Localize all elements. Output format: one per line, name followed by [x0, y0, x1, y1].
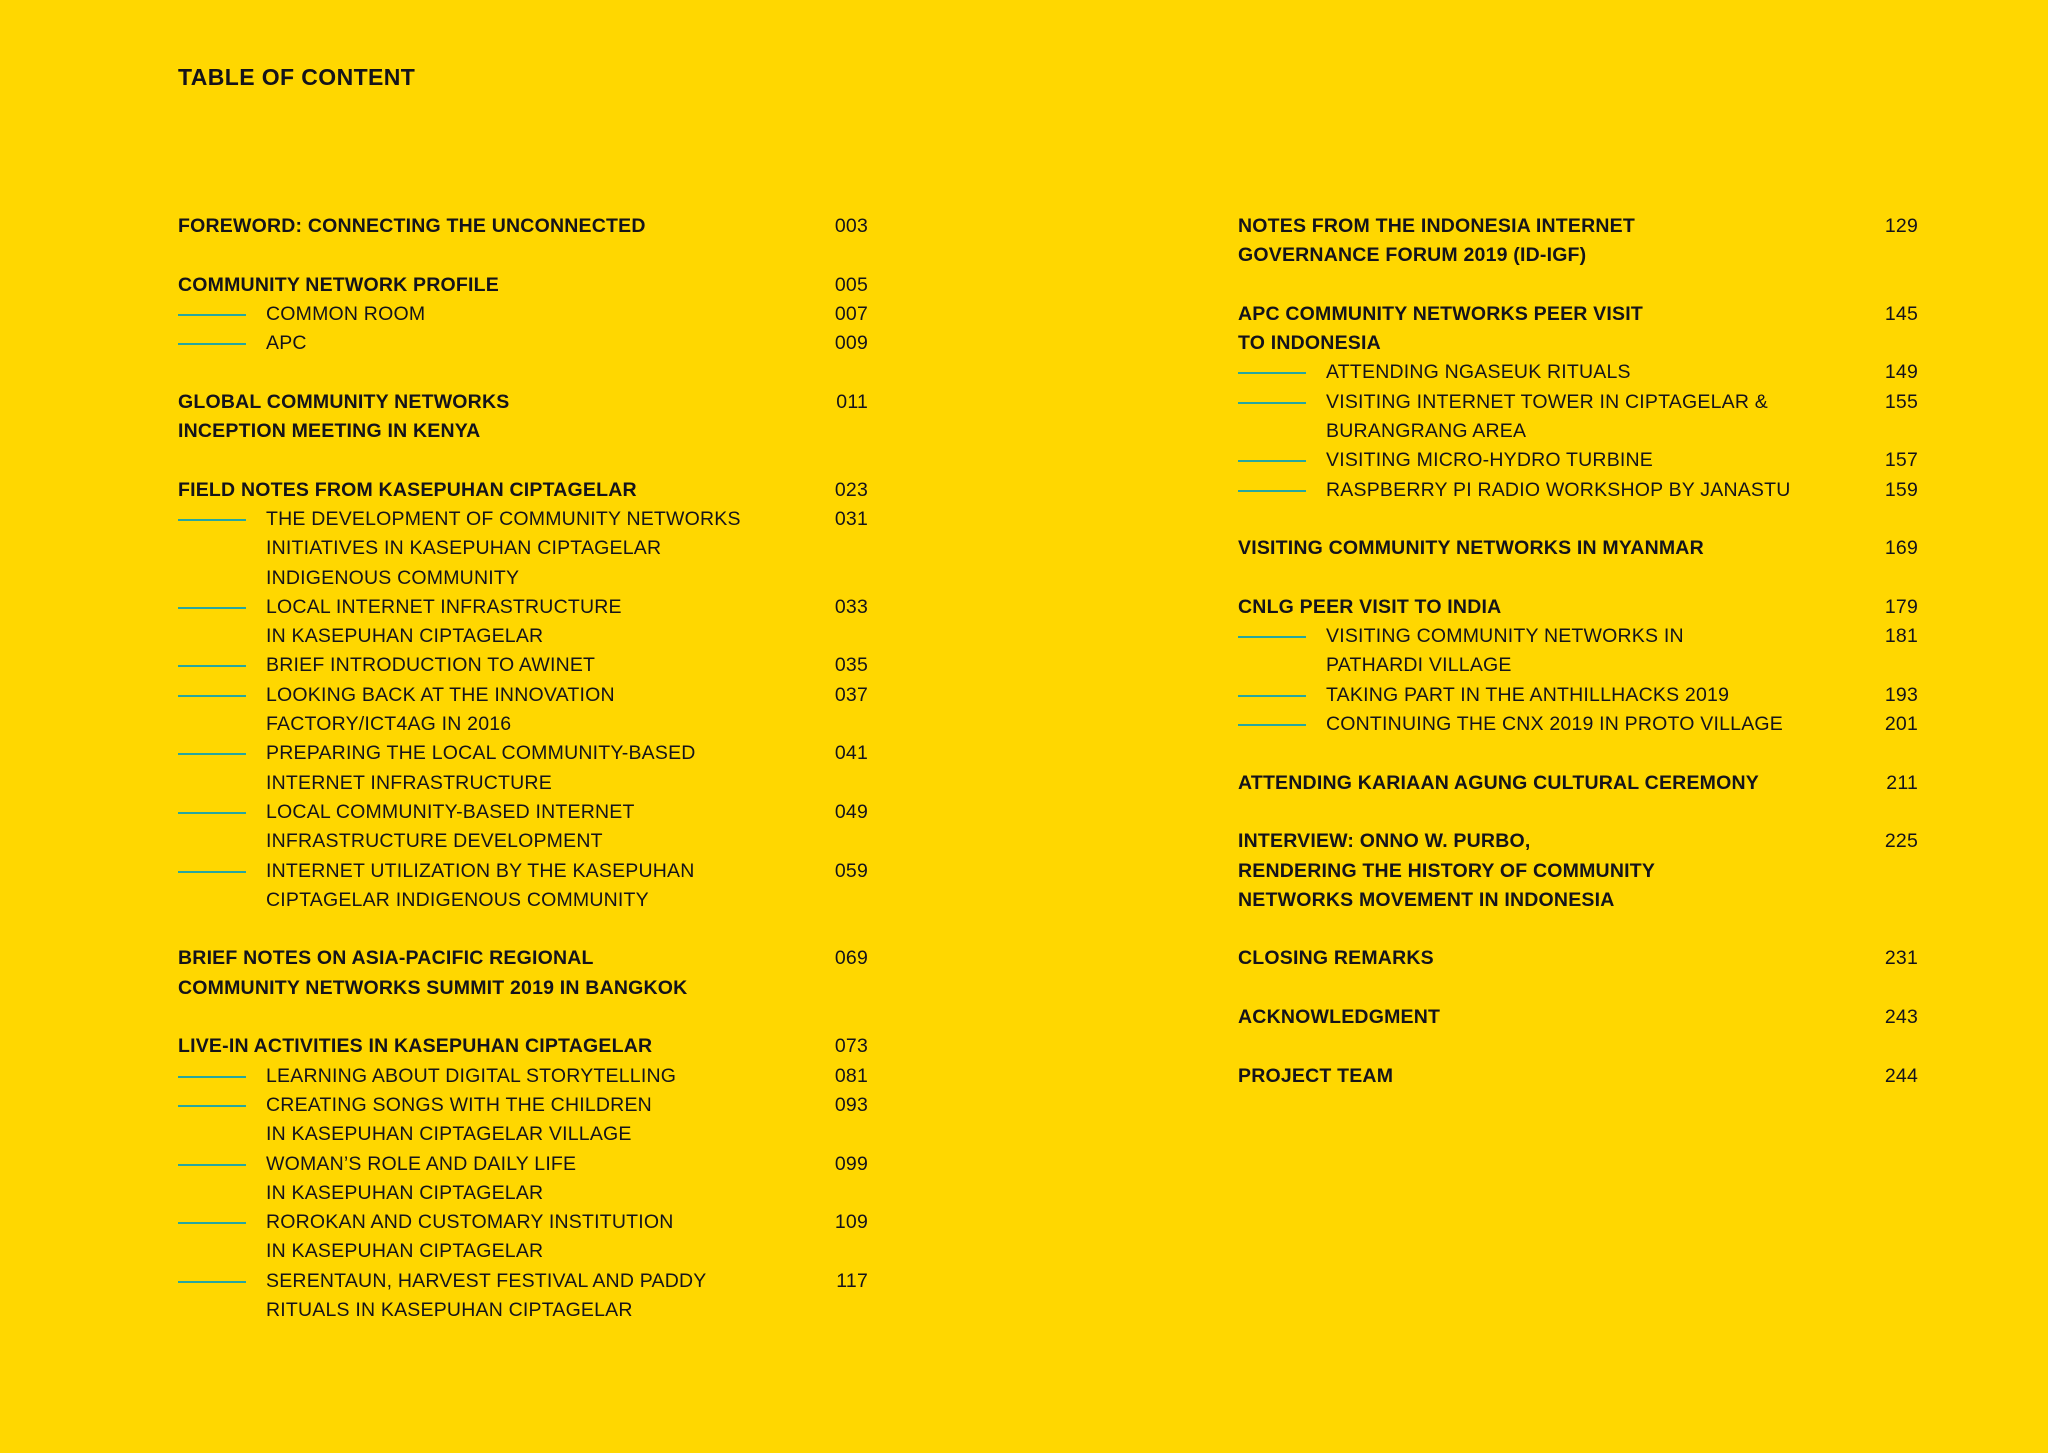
toc-subentry-text: ATTENDING NGASEUK RITUALS [1326, 361, 1631, 384]
toc-subentry-text: CIPTAGELAR INDIGENOUS COMMUNITY [266, 888, 649, 911]
toc-dash-marker [1238, 372, 1306, 374]
toc-entry-title[interactable] [178, 974, 868, 1003]
toc-page-number: 211 [1886, 771, 1918, 794]
toc-subentry-text: TAKING PART IN THE ANTHILLHACKS 2019 [1326, 683, 1730, 706]
toc-subentry-text: VISITING INTERNET TOWER IN CIPTAGELAR & [1326, 390, 1768, 413]
toc-entry-text: NOTES FROM THE INDONESIA INTERNET [1238, 215, 1635, 237]
toc-dash-marker [178, 695, 246, 697]
toc-subentry-text: INITIATIVES IN KASEPUHAN CIPTAGELAR [266, 537, 662, 560]
toc-subentry[interactable] [178, 329, 868, 358]
toc-page-number: 049 [834, 800, 868, 823]
toc-page-number: 159 [1884, 478, 1918, 501]
toc-dash-marker [178, 1105, 246, 1107]
toc-subentry[interactable] [178, 1237, 868, 1266]
toc-subentry-text: WOMAN’S ROLE AND DAILY LIFE [266, 1152, 577, 1175]
toc-subentry[interactable] [178, 1267, 868, 1296]
toc-subentry-text: THE DEVELOPMENT OF COMMUNITY NETWORKS [266, 507, 741, 530]
toc-dash-marker [178, 1281, 246, 1283]
toc-section [1238, 212, 1918, 271]
toc-entry-text: INCEPTION MEETING IN KENYA [178, 420, 481, 443]
toc-page-number: 231 [1884, 947, 1918, 970]
toc-page-number: 129 [1884, 215, 1918, 237]
toc-subentry-text: FACTORY/ICT4AG IN 2016 [266, 713, 512, 736]
toc-subentry-text: VISITING COMMUNITY NETWORKS IN [1326, 625, 1684, 648]
toc-subentry[interactable] [178, 769, 868, 798]
toc-dash-marker [178, 665, 246, 667]
toc-subentry[interactable] [178, 886, 868, 915]
toc-subentry[interactable] [178, 534, 868, 563]
toc-subentry-text: LOCAL INTERNET INFRASTRUCTURE [266, 595, 622, 618]
toc-section [1238, 593, 1918, 739]
toc-entry-title[interactable] [178, 944, 868, 973]
toc-subentry[interactable] [178, 1179, 868, 1208]
toc-subentry-text: INTERNET UTILIZATION BY THE KASEPUHAN [266, 859, 695, 882]
toc-subentry[interactable] [178, 622, 868, 651]
toc-page-number: 041 [834, 742, 868, 765]
toc-entry-title[interactable] [178, 476, 868, 505]
toc-subentry-text: LEARNING ABOUT DIGITAL STORYTELLING [266, 1064, 677, 1087]
toc-subentry-text: INTERNET INFRASTRUCTURE [266, 771, 552, 794]
toc-left-column [178, 212, 868, 1355]
toc-section [1238, 1062, 1918, 1091]
toc-section [1238, 769, 1918, 798]
toc-entry-title[interactable] [178, 1032, 868, 1061]
toc-subentry[interactable] [1238, 622, 1918, 651]
toc-page-number: 099 [834, 1152, 868, 1175]
toc-subentry[interactable] [178, 739, 868, 768]
toc-page-number: 037 [834, 683, 868, 706]
toc-subentry[interactable] [1238, 446, 1918, 475]
toc-subentry[interactable] [178, 827, 868, 856]
toc-subentry-text: IN KASEPUHAN CIPTAGELAR [266, 625, 544, 648]
toc-page-number: 169 [1884, 537, 1918, 560]
toc-subentry-text: RASPBERRY PI RADIO WORKSHOP BY JANASTU [1326, 478, 1791, 501]
toc-page-number: 059 [834, 859, 868, 882]
toc-entry-text: ATTENDING KARIAAN AGUNG CULTURAL CEREMONY [1238, 771, 1759, 794]
toc-page-number: 009 [834, 332, 868, 355]
toc-subentry-text: BURANGRANG AREA [1326, 420, 1527, 443]
toc-page-number: 181 [1884, 625, 1918, 648]
toc-entry-title[interactable] [1238, 300, 1918, 329]
toc-entry-title[interactable] [178, 417, 868, 446]
toc-subentry[interactable] [178, 1091, 868, 1120]
toc-subentry[interactable] [1238, 476, 1918, 505]
toc-dash-marker [178, 753, 246, 755]
toc-entry-text: PROJECT TEAM [1238, 1064, 1394, 1087]
toc-subentry-text: LOOKING BACK AT THE INNOVATION [266, 683, 615, 706]
toc-entry-title[interactable] [1238, 1062, 1918, 1091]
toc-dash-marker [1238, 724, 1306, 726]
toc-page-number: 007 [834, 302, 868, 325]
toc-page-number: 145 [1884, 302, 1918, 325]
toc-entry-text: COMMUNITY NETWORKS SUMMIT 2019 IN BANGKOK [178, 976, 688, 999]
toc-subentry-text: CREATING SONGS WITH THE CHILDREN [266, 1093, 652, 1116]
toc-dash-marker [178, 343, 246, 345]
toc-entry-title[interactable] [178, 212, 868, 241]
toc-section [1238, 944, 1918, 973]
toc-entry-text: APC COMMUNITY NETWORKS PEER VISIT [1238, 302, 1643, 325]
toc-subentry[interactable] [178, 651, 868, 680]
toc-dash-marker [178, 1164, 246, 1166]
toc-subentry-text: VISITING MICRO-HYDRO TURBINE [1326, 449, 1654, 472]
toc-entry-text: GLOBAL COMMUNITY NETWORKS [178, 390, 510, 413]
toc-entry-title[interactable] [1238, 769, 1918, 798]
toc-page-number: 035 [834, 654, 868, 677]
toc-subentry[interactable] [1238, 388, 1918, 417]
toc-page-number: 193 [1884, 683, 1918, 706]
toc-entry-text: FIELD NOTES FROM KASEPUHAN CIPTAGELAR [178, 478, 637, 501]
toc-dash-marker [1238, 402, 1306, 404]
toc-page-number: 023 [834, 478, 868, 501]
toc-entry-text: RENDERING THE HISTORY OF COMMUNITY [1238, 859, 1656, 882]
toc-right-column [1238, 212, 1918, 1120]
toc-page-number: 033 [834, 595, 868, 618]
toc-section [1238, 827, 1918, 915]
page-title: TABLE OF CONTENT [178, 64, 416, 90]
toc-entry-text: ACKNOWLEDGMENT [1238, 1006, 1441, 1029]
toc-subentry-text: APC [266, 332, 307, 355]
toc-entry-title[interactable] [1238, 534, 1918, 563]
toc-subentry-text: IN KASEPUHAN CIPTAGELAR [266, 1181, 544, 1204]
toc-dash-marker [178, 607, 246, 609]
toc-page-number: 069 [834, 947, 868, 970]
toc-section [1238, 1003, 1918, 1032]
toc-subentry-text: IN KASEPUHAN CIPTAGELAR VILLAGE [266, 1123, 632, 1146]
toc-entry-text: VISITING COMMUNITY NETWORKS IN MYANMAR [1238, 537, 1704, 560]
toc-dash-marker [178, 1076, 246, 1078]
toc-page-number: 073 [834, 1035, 868, 1058]
toc-subentry[interactable] [178, 1150, 868, 1179]
toc-subentry-text: PATHARDI VILLAGE [1326, 654, 1512, 677]
toc-entry-text: NETWORKS MOVEMENT IN INDONESIA [1238, 888, 1615, 911]
toc-entry-title[interactable] [1238, 827, 1918, 856]
toc-subentry-text: CONTINUING THE CNX 2019 IN PROTO VILLAGE [1326, 713, 1783, 736]
toc-subentry[interactable] [178, 300, 868, 329]
toc-subentry-text: PREPARING THE LOCAL COMMUNITY-BASED [266, 742, 696, 765]
toc-section [1238, 534, 1918, 563]
toc-section [178, 944, 868, 1003]
toc-subentry[interactable] [1238, 417, 1918, 446]
toc-entry-title[interactable] [1238, 944, 1918, 973]
toc-entry-title[interactable] [1238, 857, 1918, 886]
toc-entry-title[interactable] [178, 388, 868, 417]
toc-entry-text: TO INDONESIA [1238, 332, 1381, 355]
toc-subentry[interactable] [178, 681, 868, 710]
toc-subentry-text: INDIGENOUS COMMUNITY [266, 566, 520, 589]
toc-section [178, 1032, 868, 1325]
toc-subentry-text: RITUALS IN KASEPUHAN CIPTAGELAR [266, 1298, 633, 1321]
toc-dash-marker [1238, 460, 1306, 462]
toc-entry-text: GOVERNANCE FORUM 2019 (ID-IGF) [1238, 244, 1587, 267]
toc-dash-marker [1238, 490, 1306, 492]
toc-subentry-text: ROROKAN AND CUSTOMARY INSTITUTION [266, 1211, 674, 1234]
toc-page-number: 109 [834, 1211, 868, 1234]
toc-dash-marker [1238, 636, 1306, 638]
toc-entry-text: BRIEF NOTES ON ASIA-PACIFIC REGIONAL [178, 947, 594, 970]
toc-dash-marker [178, 871, 246, 873]
toc-entry-title[interactable] [1238, 886, 1918, 915]
toc-subentry[interactable] [178, 564, 868, 593]
toc-page-number: 011 [836, 390, 868, 413]
toc-subentry[interactable] [1238, 651, 1918, 680]
toc-subentry[interactable] [1238, 710, 1918, 739]
toc-subentry-text: IN KASEPUHAN CIPTAGELAR [266, 1240, 544, 1263]
toc-section [178, 476, 868, 915]
toc-subentry[interactable] [178, 710, 868, 739]
toc-subentry-text: SERENTAUN, HARVEST FESTIVAL AND PADDY [266, 1269, 707, 1292]
toc-page-number: 155 [1884, 390, 1918, 413]
toc-entry-title[interactable] [1238, 593, 1918, 622]
toc-entry-text: FOREWORD: CONNECTING THE UNCONNECTED [178, 215, 646, 237]
toc-section [1238, 300, 1918, 505]
toc-entry-title[interactable] [1238, 1003, 1918, 1032]
toc-subentry[interactable] [178, 593, 868, 622]
toc-dash-marker [178, 1222, 246, 1224]
toc-page-number: 117 [836, 1269, 868, 1292]
toc-subentry[interactable] [178, 798, 868, 827]
toc-page-number: 157 [1884, 449, 1918, 472]
toc-subentry-text: BRIEF INTRODUCTION TO AWINET [266, 654, 596, 677]
toc-entry-text: CLOSING REMARKS [1238, 947, 1434, 970]
toc-subentry[interactable] [178, 857, 868, 886]
toc-section [178, 388, 868, 447]
toc-entry-title[interactable] [1238, 241, 1918, 270]
toc-page-number: 093 [834, 1093, 868, 1116]
toc-entry-text: CNLG PEER VISIT TO INDIA [1238, 595, 1502, 618]
toc-subentry[interactable] [1238, 358, 1918, 387]
toc-subentry-text: INFRASTRUCTURE DEVELOPMENT [266, 830, 603, 853]
toc-subentry-text: LOCAL COMMUNITY-BASED INTERNET [266, 800, 635, 823]
toc-page-number: 201 [1884, 713, 1918, 736]
toc-page-number: 149 [1884, 361, 1918, 384]
toc-page-number: 005 [834, 273, 868, 296]
toc-page-number: 031 [834, 507, 868, 530]
toc-entry-text: LIVE-IN ACTIVITIES IN KASEPUHAN CIPTAGELAR [178, 1035, 653, 1058]
toc-subentry[interactable] [178, 1208, 868, 1237]
toc-page-number: 179 [1884, 595, 1918, 618]
toc-subentry[interactable] [178, 1062, 868, 1091]
toc-subentry-text: COMMON ROOM [266, 302, 426, 325]
toc-page-number: 244 [1884, 1064, 1918, 1087]
toc-entry-title[interactable] [178, 271, 868, 300]
toc-page-number: 003 [834, 215, 868, 237]
toc-dash-marker [1238, 695, 1306, 697]
toc-subentry[interactable] [178, 505, 868, 534]
toc-dash-marker [178, 519, 246, 521]
toc-entry-title[interactable] [1238, 212, 1918, 241]
toc-subentry[interactable] [178, 1120, 868, 1149]
toc-dash-marker [178, 314, 246, 316]
toc-section [178, 271, 868, 359]
toc-page-number: 225 [1884, 830, 1918, 853]
toc-section [178, 212, 868, 241]
toc-page-number: 243 [1884, 1006, 1918, 1029]
toc-entry-text: INTERVIEW: ONNO W. PURBO, [1238, 830, 1531, 853]
toc-subentry[interactable] [178, 1296, 868, 1325]
toc-entry-text: COMMUNITY NETWORK PROFILE [178, 273, 499, 296]
toc-page-number: 081 [834, 1064, 868, 1087]
toc-dash-marker [178, 812, 246, 814]
toc-subentry[interactable] [1238, 681, 1918, 710]
toc-entry-title[interactable] [1238, 329, 1918, 358]
